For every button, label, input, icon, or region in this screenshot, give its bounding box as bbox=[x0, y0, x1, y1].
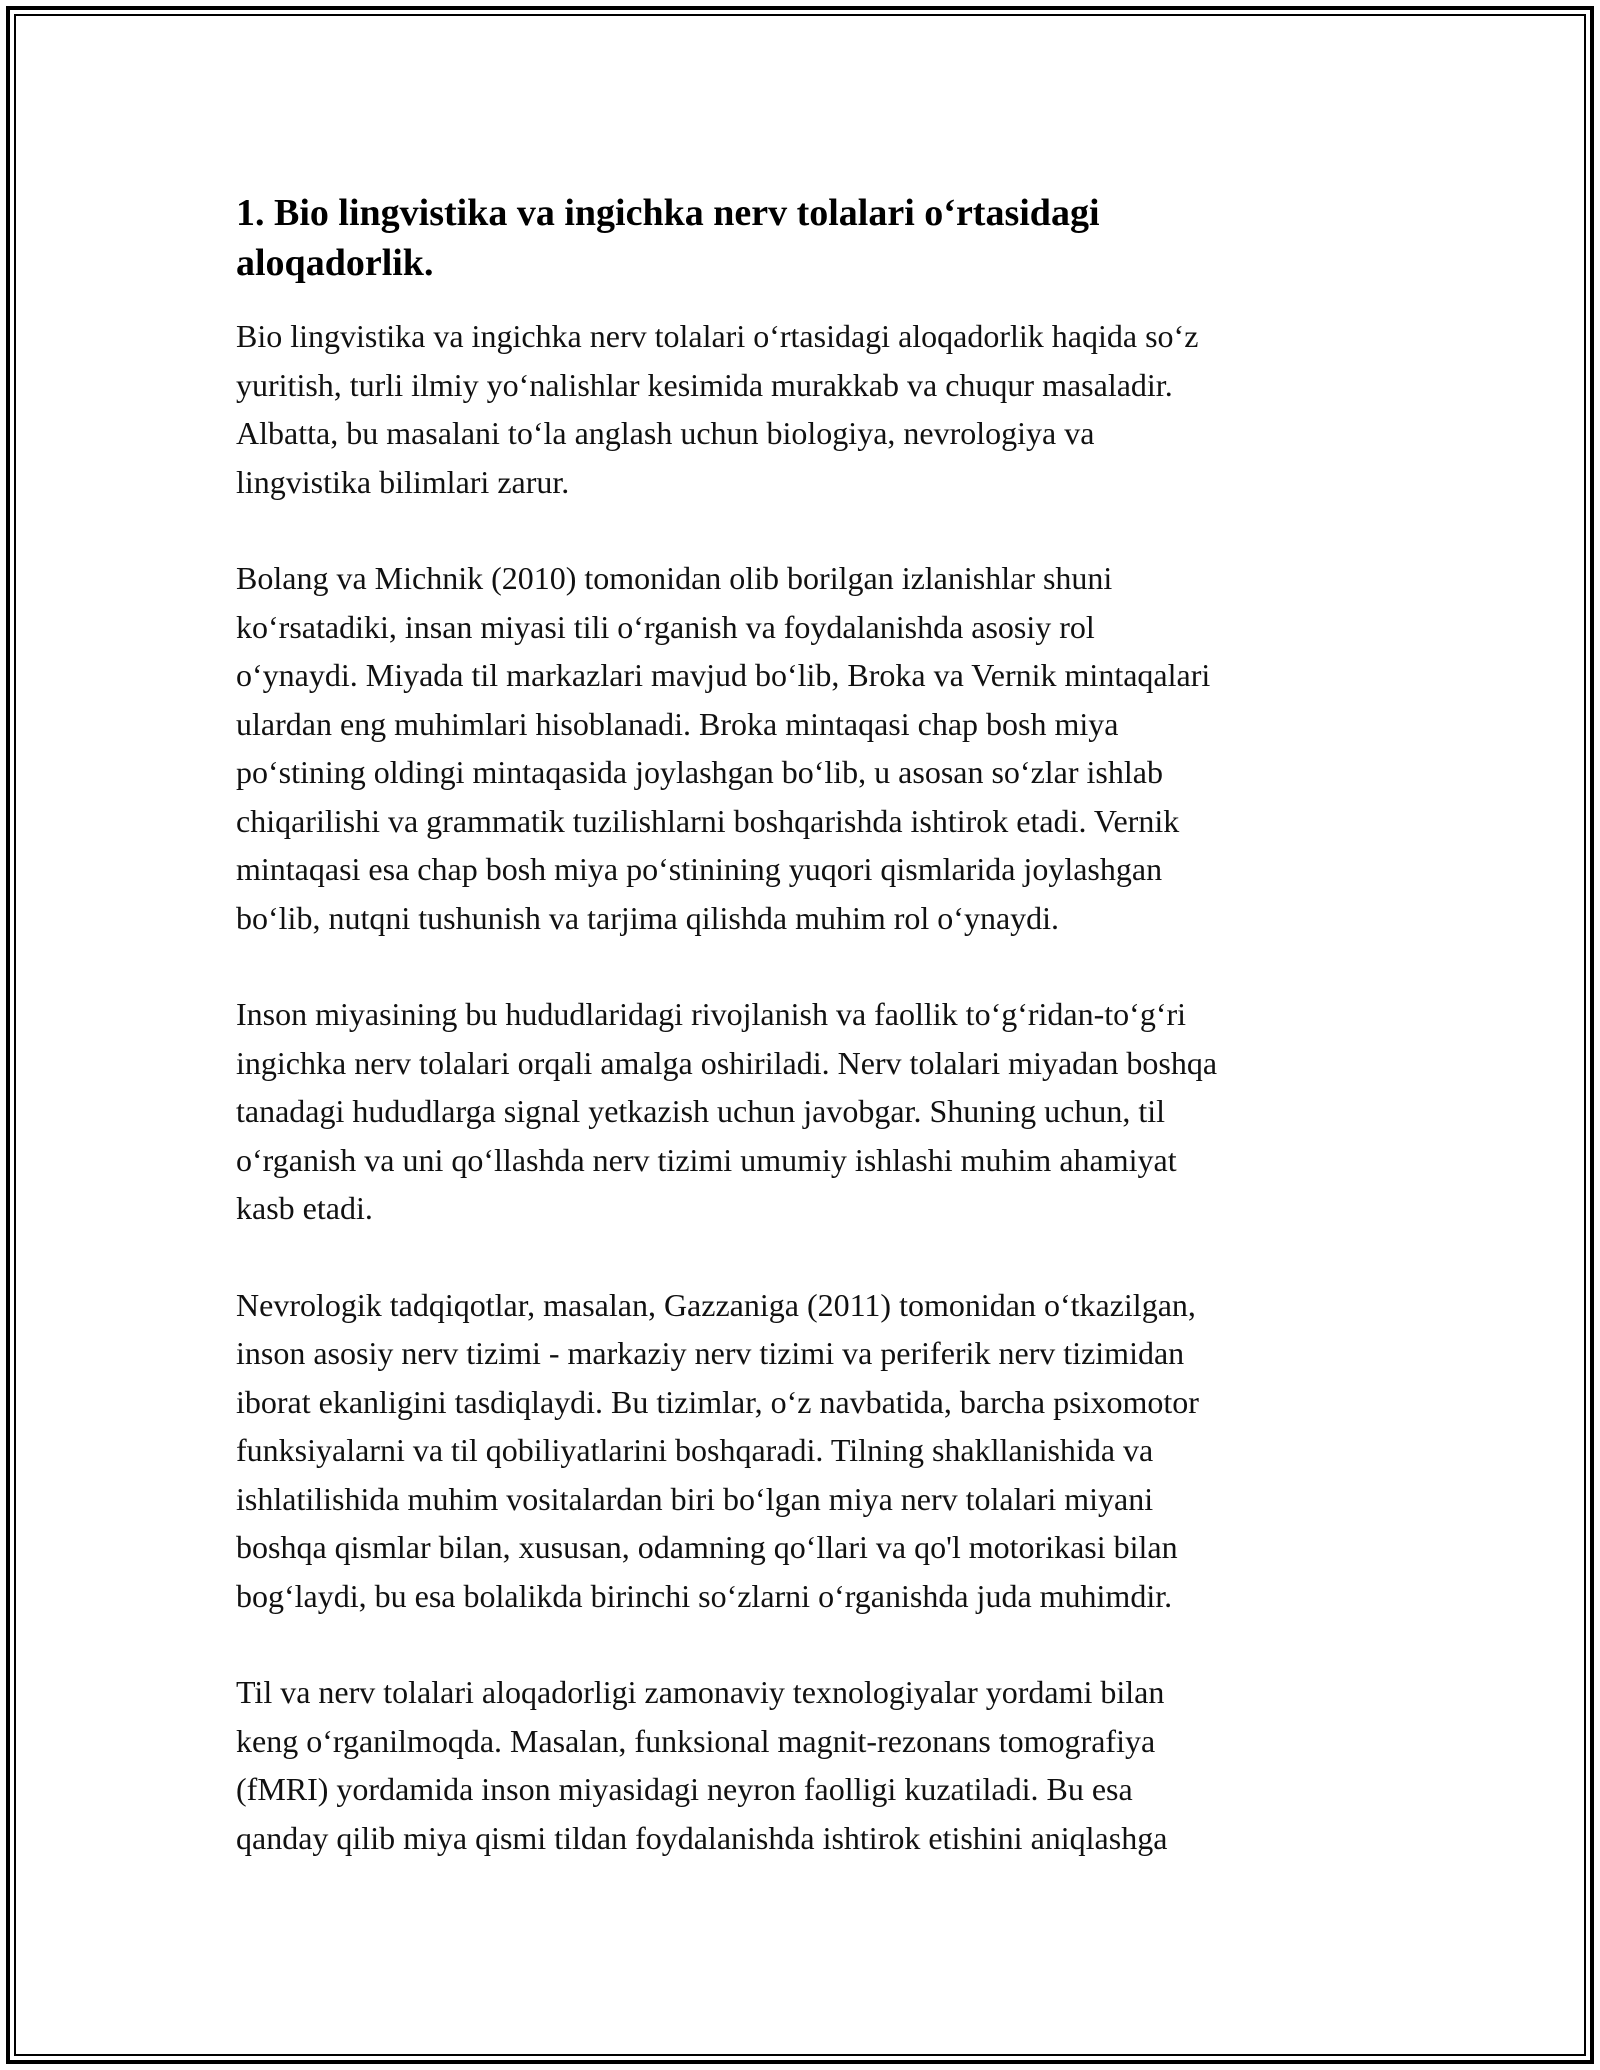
text-line: yuritish, turli ilmiy yo‘nalishlar kesimida murakkab va chuqur masaladir. bbox=[236, 366, 1173, 403]
text-line: tanadagi hududlarga signal yetkazish uchun javobgar. Shuning uchun, til bbox=[236, 1093, 1165, 1129]
text-line: o‘ynaydi. Miyada til markazlari mavjud bo‘lib, Broka va Vernik mintaqalari bbox=[236, 657, 1211, 693]
text-line: kasb etadi. bbox=[236, 1190, 373, 1226]
text-line: ingichka nerv tolalari orqali amalga oshiriladi. Nerv tolalari miyadan boshqa bbox=[236, 1044, 1218, 1081]
text-line: Bio lingvistika va ingichka nerv tolalari o‘rtasidagi aloqadorlik haqida so‘z bbox=[236, 318, 1199, 354]
text-line: lingvistika bilimlari zarur. bbox=[236, 463, 570, 500]
text-line: Til va nerv tolalari aloqadorligi zamonaviy texnologiyalar yordami bilan bbox=[236, 1674, 1165, 1710]
text-line: Albatta, bu masalani to‘la anglash uchun biologiya, nevrologiya va bbox=[236, 415, 1095, 451]
text-line: mintaqasi esa chap bosh miya po‘stinining yuqori qismlarida joylashgan bbox=[236, 851, 1163, 887]
text-line: ko‘rsatadiki, insan miyasi tili o‘rganish va foydalanishda asosiy rol bbox=[236, 608, 1095, 645]
text-line: qanday qilib miya qismi tildan foydalanishda ishtirok etishini aniqlashga bbox=[236, 1819, 1168, 1856]
text-line: (fMRI) yordamida inson miyasidagi neyron faolligi kuzatiladi. Bu esa bbox=[236, 1771, 1133, 1807]
text-line: chiqarilishi va grammatik tuzilishlarni boshqarishda ishtirok etadi. Vernik bbox=[236, 802, 1180, 839]
document-body bbox=[236, 188, 1364, 1910]
text-line: boshqa qismlar bilan, xususan, odamning qo‘llari va qo'l motorikasi bilan bbox=[236, 1529, 1178, 1565]
paragraph-neurology-research bbox=[236, 1281, 1364, 1621]
text-line: ishlatilishida muhim vositalardan biri bo‘lgan miya nerv tolalari miyani bbox=[236, 1480, 1154, 1517]
text-line: funksiyalarni va til qobiliyatlarini boshqaradi. Tilning shakllanishida va bbox=[236, 1432, 1154, 1468]
text-line: o‘rganish va uni qo‘llashda nerv tizimi umumiy ishlashi muhim ahamiyat bbox=[236, 1141, 1177, 1178]
heading-line: 1. Bio lingvistika va ingichka nerv tolalari o‘rtasidagi bbox=[236, 192, 1100, 234]
paragraph-nerve-fibers bbox=[236, 990, 1364, 1233]
text-line: inson asosiy nerv tizimi - markaziy nerv tizimi va periferik nerv tizimidan bbox=[236, 1335, 1185, 1371]
text-line: iborat ekanligini tasdiqlaydi. Bu tizimlar, o‘z navbatida, barcha psixomotor bbox=[236, 1383, 1199, 1420]
paragraph-technology bbox=[236, 1668, 1364, 1862]
text-line: po‘stining oldingi mintaqasida joylashgan bo‘lib, u asosan so‘zlar ishlab bbox=[236, 754, 1163, 790]
paragraph-broca-vernik bbox=[236, 554, 1364, 942]
heading-line: aloqadorlik. bbox=[236, 242, 434, 284]
text-line: Nevrologik tadqiqotlar, masalan, Gazzaniga (2011) tomonidan o‘tkazilgan, bbox=[236, 1286, 1196, 1323]
text-line: Inson miyasining bu hududlaridagi rivojlanish va faollik to‘g‘ridan-to‘g‘ri bbox=[236, 996, 1187, 1032]
text-line: bog‘laydi, bu esa bolalikda birinchi so‘zlarni o‘rganishda juda muhimdir. bbox=[236, 1577, 1173, 1614]
paragraph-intro bbox=[236, 312, 1364, 506]
text-line: bo‘lib, nutqni tushunish va tarjima qilishda muhim rol o‘ynaydi. bbox=[236, 899, 1060, 936]
text-line: keng o‘rganilmoqda. Masalan, funksional magnit-rezonans tomografiya bbox=[236, 1722, 1156, 1759]
section-heading bbox=[236, 188, 1364, 288]
text-line: Bolang va Michnik (2010) tomonidan olib borilgan izlanishlar shuni bbox=[236, 560, 1113, 596]
text-line: ulardan eng muhimlari hisoblanadi. Broka mintaqasi chap bosh miya bbox=[236, 705, 1119, 742]
